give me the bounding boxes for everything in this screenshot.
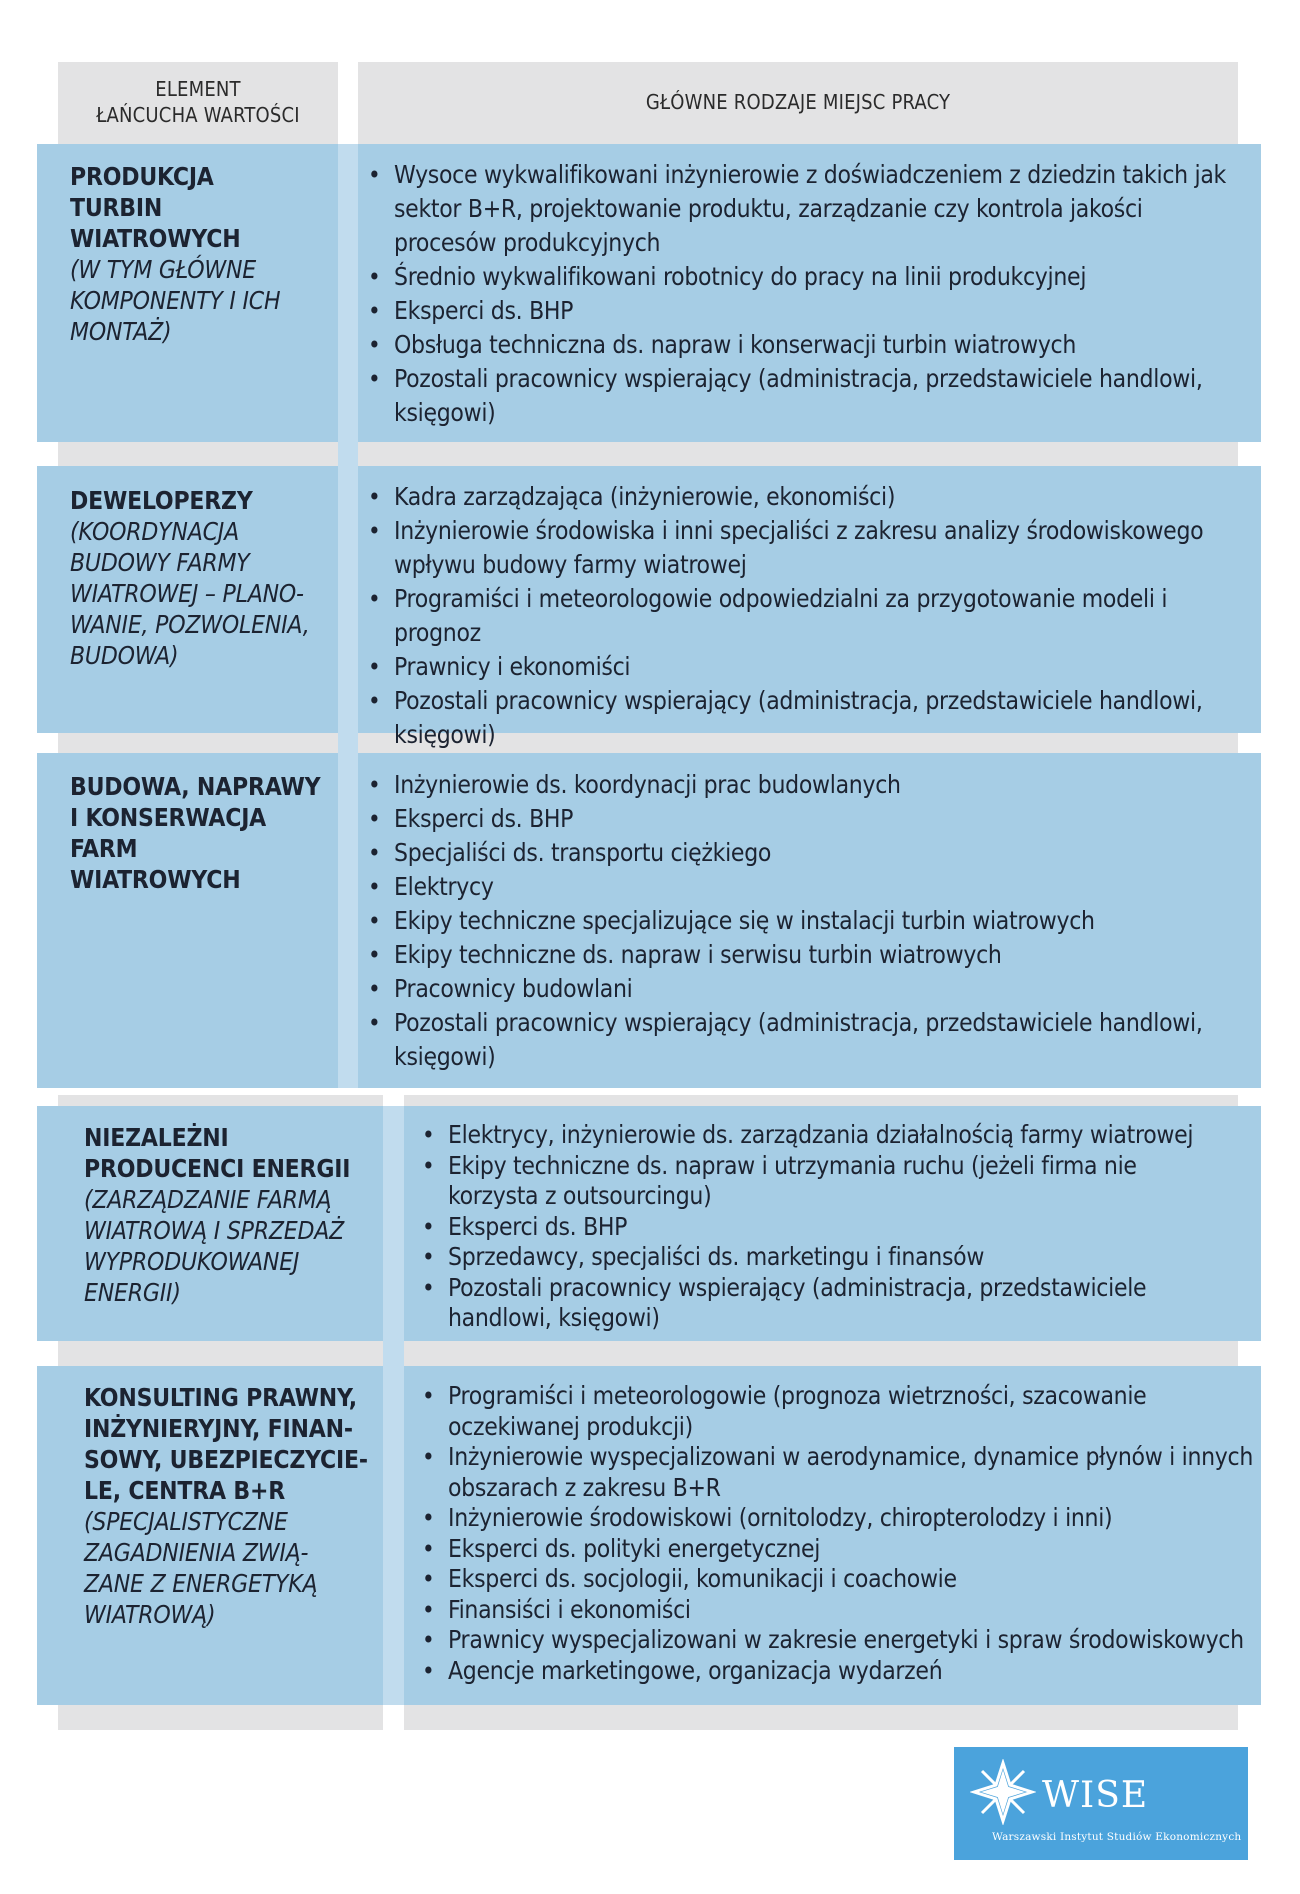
row-3-label (70, 771, 335, 895)
list-item: • Eksperci ds. BHP (368, 802, 1238, 836)
gutter-stripe-bottom (383, 1106, 404, 1705)
list-item: • Pozostali pracownicy wspierający (administracja, przedstawiciele handlowi, księgowi) (368, 1006, 1238, 1074)
row-2-label (70, 485, 335, 671)
row-5-label (84, 1382, 379, 1630)
row-5-title: KONSULTING PRAWNY, INŻYNIERYJNY, FINAN- SOWY, UBEZPIECZYCIE- LE, CENTRA B+R (84, 1383, 368, 1505)
header-value-chain: ELEMENT ŁAŃCUCHA WARTOŚCI (96, 77, 300, 127)
list-item: • Prawnicy wyspecjalizowani w zakresie energetyki i spraw środowiskowych (422, 1625, 1258, 1656)
list-item: • Inżynierowie ds. koordynacji prac budowlanych (368, 768, 1238, 802)
list-item: • Średnio wykwalifikowani robotnicy do pracy na linii produkcyjnej (368, 260, 1238, 294)
list-item: • Agencje marketingowe, organizacja wydarzeń (422, 1656, 1258, 1687)
list-item: • Pozostali pracownicy wspierający (administracja, przedstawiciele handlowi, księgowi) (368, 684, 1260, 752)
logo-name: WISE (1042, 1775, 1149, 1816)
row-1-title: PRODUKCJA TURBIN WIATROWYCH (70, 162, 241, 253)
list-item: • Inżynierowie środowiska i inni specjaliści z zakresu analizy środowiskowego wpływu budowy farmy wiatrowej (368, 514, 1260, 582)
list-item: • Eksperci ds. BHP (368, 294, 1238, 328)
row-2-title: DEWELOPERZY (70, 486, 253, 515)
list-item: • Finansiści i ekonomiści (422, 1595, 1258, 1626)
list-item: • Eksperci ds. polityki energetycznej (422, 1534, 1258, 1565)
wise-logo (954, 1747, 1248, 1860)
row-4-subtitle: (ZARZĄDZANIE FARMĄ WIATROWĄ I SPRZEDAŻ WYPRODUKOWANEJ ENERGII) (84, 1185, 345, 1307)
list-item: • Obsługa techniczna ds. napraw i konserwacji turbin wiatrowych (368, 328, 1238, 362)
row-1-label (70, 161, 335, 347)
compass-star-icon (970, 1759, 1036, 1825)
list-item: • Pozostali pracownicy wspierający (administracja, przedstawiciele handlowi, księgowi) (422, 1273, 1222, 1334)
row-4-label (84, 1122, 379, 1308)
row-2-subtitle: (KOORDYNACJA BUDOWY FARMY WIATROWEJ – PLANO- WANIE, POZWOLENIA, BUDOWA) (70, 517, 310, 670)
row-1-job-list (368, 158, 1238, 430)
row-5-subtitle: (SPECJALISTYCZNE ZAGADNIENIA ZWIĄ- ZANE Z ENERGETYKĄ WIATROWĄ) (84, 1507, 318, 1629)
row-1-subtitle: (W TYM GŁÓWNE KOMPONENTY I ICH MONTAŻ) (70, 255, 281, 346)
list-item: • Pracownicy budowlani (368, 972, 1238, 1006)
list-item: • Programiści i meteorologowie (prognoza wietrzności, szacowanie oczekiwanej produkcji) (422, 1381, 1258, 1442)
list-item: • Elektrycy, inżynierowie ds. zarządzania działalnością farmy wiatrowej (422, 1120, 1222, 1151)
list-item: • Inżynierowie środowiskowi (ornitolodzy, chiropterolodzy i inni) (422, 1503, 1258, 1534)
logo-subtitle: Warszawski Instytut Studiów Ekonomicznych (992, 1831, 1242, 1843)
list-item: • Elektrycy (368, 870, 1238, 904)
list-item: • Ekipy techniczne specjalizujące się w instalacji turbin wiatrowych (368, 904, 1238, 938)
list-item: • Inżynierowie wyspecjalizowani w aerodynamice, dynamice płynów i innych obszarach z zakresu B+R (422, 1442, 1258, 1503)
list-item: • Ekipy techniczne ds. napraw i utrzymania ruchu (jeżeli firma nie korzysta z outsourcingu) (422, 1151, 1222, 1212)
row-5-job-list (422, 1381, 1258, 1686)
row-4-title: NIEZALEŻNI PRODUCENCI ENERGII (84, 1123, 351, 1183)
row-3-title: BUDOWA, NAPRAWY I KONSERWACJA FARM WIATROWYCH (70, 772, 321, 894)
row-3-job-list (368, 768, 1238, 1074)
list-item: • Eksperci ds. BHP (422, 1212, 1222, 1243)
list-item: • Specjaliści ds. transportu ciężkiego (368, 836, 1238, 870)
list-item: • Sprzedawcy, specjaliści ds. marketingu i finansów (422, 1242, 1222, 1273)
list-item: • Pozostali pracownicy wspierający (administracja, przedstawiciele handlowi, księgowi) (368, 362, 1238, 430)
row-4-job-list (422, 1120, 1222, 1334)
row-2-job-list (368, 480, 1260, 752)
list-item: • Wysoce wykwalifikowani inżynierowie z doświadczeniem z dziedzin takich jak sektor B+R, projektowanie produktu, zarządzanie czy kontrola jakości procesów produkcyjnych (368, 158, 1238, 260)
gutter-stripe-top (338, 144, 358, 1088)
list-item: • Prawnicy i ekonomiści (368, 650, 1260, 684)
header-job-types: GŁÓWNE RODZAJE MIEJSC PRACY (645, 90, 951, 114)
list-item: • Ekipy techniczne ds. napraw i serwisu turbin wiatrowych (368, 938, 1238, 972)
list-item: • Kadra zarządzająca (inżynierowie, ekonomiści) (368, 480, 1260, 514)
list-item: • Programiści i meteorologowie odpowiedzialni za przygotowanie modeli i prognoz (368, 582, 1260, 650)
list-item: • Eksperci ds. socjologii, komunikacji i coachowie (422, 1564, 1258, 1595)
